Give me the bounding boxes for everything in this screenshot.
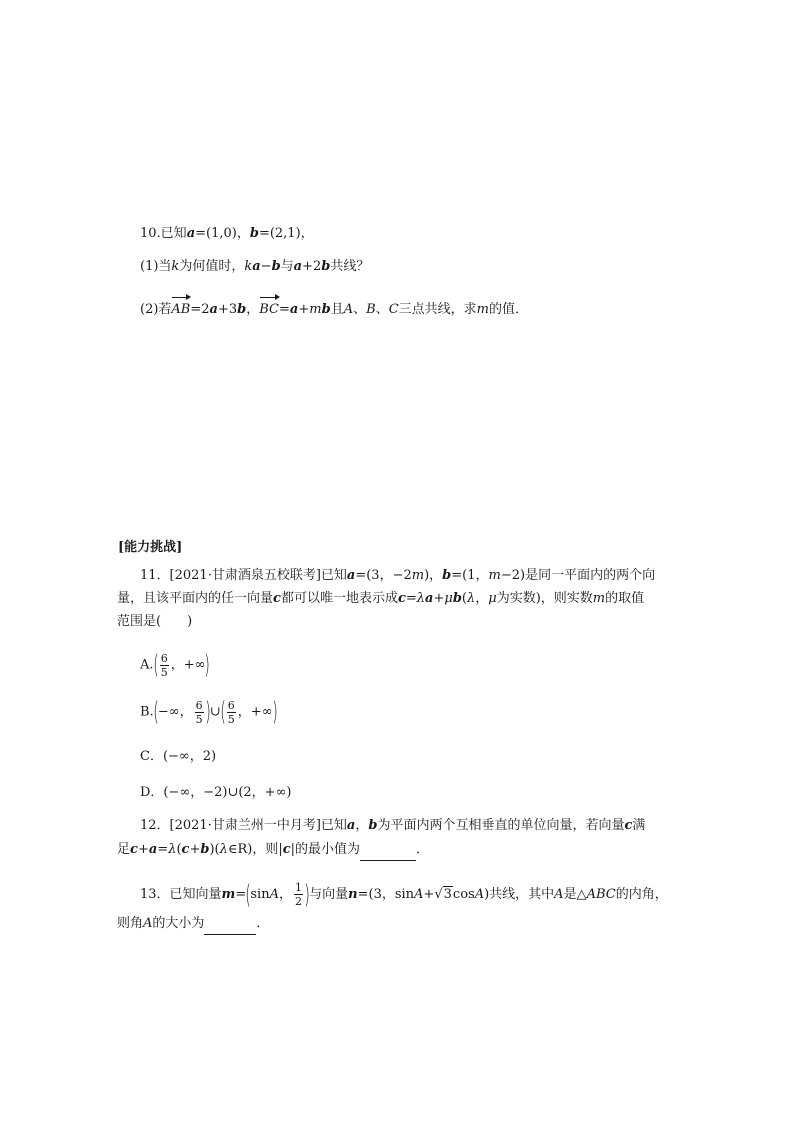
q10-part1: (1)当k为何值时，ka−b与a+2b共线？ (140, 259, 370, 274)
q10-part2: (2)若AB=2a+3b，BC=a+mb且A、B、C三点共线，求m的值． (140, 300, 528, 320)
q12-line2: 足c+a=λ(c+b)(λ∈R)，则|c|的最小值为 ． (117, 840, 429, 861)
fraction-six-fifths: $\frac{6}{5}$ (160, 651, 168, 679)
option-c[interactable]: C．(−∞，2) (140, 749, 217, 764)
q12-line1: 12．[2021·甘肃兰州一中月考]已知a，b为平面内两个互相垂直的单位向量，若向量c满 (140, 818, 646, 833)
q11-line2: 量，且该平面内的任一向量c都可以唯一地表示成c=λa+μb(λ，μ为实数)，则实数m的取值 (117, 591, 645, 606)
sqrt-three: √3 (434, 887, 452, 902)
answer-blank[interactable] (360, 840, 416, 861)
fraction-one-half: $\frac{1}{2}$ (294, 881, 302, 908)
vector-bc: BC (259, 300, 279, 320)
fraction-six-fifths: $\frac{6}{5}$ (195, 698, 203, 726)
option-a[interactable]: A.( $\frac{6}{5}$ ，+∞) (140, 650, 211, 680)
section-title: [能力挑战] (118, 540, 183, 555)
answer-blank[interactable] (204, 914, 256, 935)
q11-line3: 范围是( ) (117, 614, 193, 629)
option-b[interactable]: B.(−∞， $\frac{6}{5}$ )∪( $\frac{6}{5}$ ，+∞) (140, 697, 278, 727)
q10-stem: 10.已知a=(1,0)，b=(2,1)， (140, 226, 314, 241)
q13-line2: 则角A的大小为 ． (117, 914, 269, 935)
q13-line1: 13．已知向量m=(sinA， $\frac{1}{2}$ )与向量n=(3，sinA+√3cosA)共线，其中A是△ABC的内角， (140, 878, 668, 912)
vector-ab: AB (171, 300, 190, 320)
option-d[interactable]: D．(−∞，−2)∪(2，+∞) (140, 785, 292, 800)
fraction-six-fifths: $\frac{6}{5}$ (227, 698, 235, 726)
q11-line1: 11．[2021·甘肃酒泉五校联考]已知a=(3，−2m)，b=(1，m−2)是同一平面内的两个向 (140, 568, 656, 583)
